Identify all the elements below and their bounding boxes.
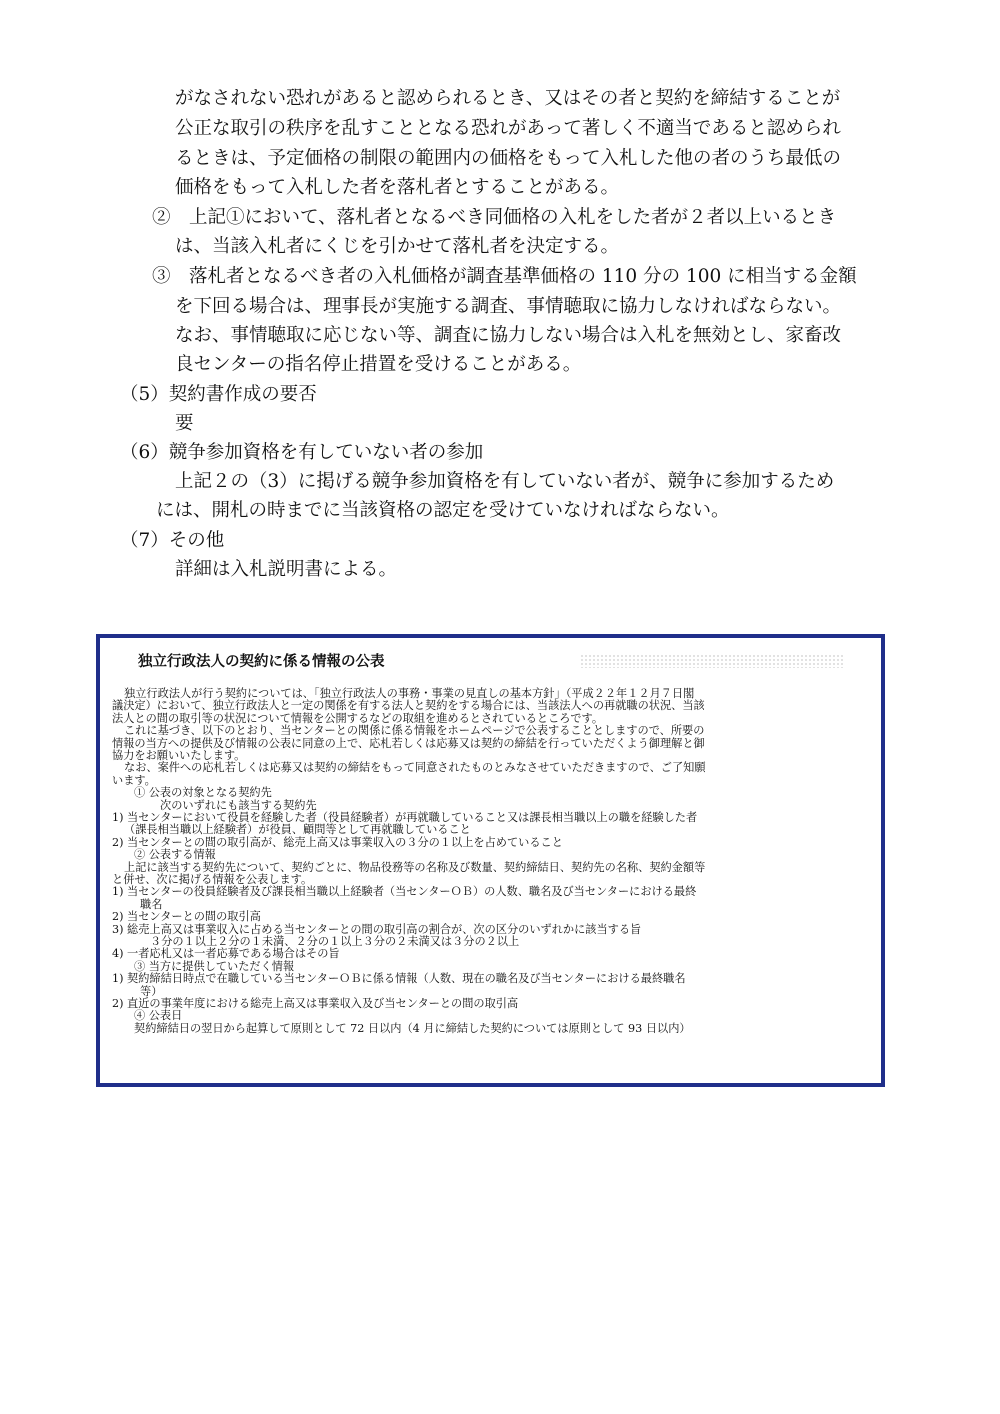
notice-line: 議決定）において、独立行政法人と一定の関係を有する法人と契約をする場合には、当該法人への再就職の状況、当該 [112,699,705,712]
notice-title: 独立行政法人の契約に係る情報の公表 [138,654,385,670]
notice-list-item: 1) 当センターの役員経験者及び課長相当職以上経験者（当センターＯＢ）の人数、職名及び当センターにおける最終 [112,885,697,898]
contract-info-notice-box [96,634,885,1087]
notice-line: 情報の当方への提供及び情報の公表に同意の上で、応札若しくは応募又は契約の締結を行っていただくよう御理解と御 [112,737,705,750]
clause-continuation-line-1: がなされない恐れがあると認められるとき、又はその者と契約を締結することが [175,88,841,109]
notice-line: これに基づき、以下のとおり、当センターとの関係に係る情報をホームページで公表することとしますので、所要の [124,724,705,737]
section-6-heading: （6）競争参加資格を有していない者の参加 [120,442,484,463]
notice-line: なお、案件への応札若しくは応募又は契約の締結をもって同意されたものとみなさせていただきますので、ご了知願 [124,761,706,774]
notice-subheading: ③ 当方に提供していただく情報 [134,960,295,973]
notice-list-item: 4) 一者応札又は一者応募である場合はその旨 [112,947,340,960]
notice-line: います。 [112,774,156,787]
item-2-line-1: ② 上記①において、落札者となるべき同価格の入札をした者が２者以上いるとき [152,207,837,228]
notice-line: 次のいずれにも該当する契約先 [160,799,317,812]
item-3-line-4: 良センターの指名停止措置を受けることがある。 [175,354,582,375]
notice-list-item: 3) 総売上高又は事業収入に占める当センターとの間の取引高の割合が、次の区分のいずれかに該当する旨 [112,923,642,936]
notice-line: 等） [140,985,163,998]
notice-subheading: ④ 公表日 [134,1009,183,1022]
section-7-heading: （7）その他 [120,530,225,551]
notice-line: 契約締結日の翌日から起算して原則として 72 日以内（4 月に締結した契約については原則として 93 日以内） [134,1022,691,1035]
item-3-line-2: を下回る場合は、理事長が実施する調査、事情聴取に協力しなければならない。 [175,296,842,317]
notice-line: 法人との間の取引等の状況について情報を公開するなどの取組を進めるとされているところです。 [112,712,604,725]
notice-line: （課長相当職以上経験者）が役員、顧問等として再就職していること [124,823,471,836]
notice-line: 職名 [140,898,163,911]
notice-list-item: 1) 当センターにおいて役員を経験した者（役員経験者）が再就職していること又は課長相当職以上の職を経験した者 [112,811,698,824]
section-7-value: 詳細は入札説明書による。 [175,559,398,580]
decorative-dot-band [580,654,845,668]
notice-list-item: 2) 当センターとの間の取引高 [112,910,261,923]
notice-line: ３分の１以上２分の１未満、２分の１以上３分の２未満又は３分の２以上 [150,935,520,948]
section-5-heading: （5）契約書作成の要否 [120,384,317,405]
notice-line: と併せ、次に掲げる情報を公表します。 [112,873,313,886]
notice-list-item: 2) 直近の事業年度における総売上高又は事業収入及び当センターとの間の取引高 [112,997,519,1010]
notice-list-item: 2) 当センターとの間の取引高が、総売上高又は事業収入の３分の１以上を占めていること [112,836,563,849]
item-3-line-3: なお、事情聴取に応じない等、調査に協力しない場合は入札を無効とし、家畜改 [175,325,842,346]
notice-subheading: ① 公表の対象となる契約先 [134,786,272,799]
item-2-line-2: は、当該入札者にくじを引かせて落札者を決定する。 [175,236,620,257]
item-3-line-1: ③ 落札者となるべき者の入札価格が調査基準価格の 110 分の 100 に相当する金額 [152,266,857,287]
notice-subheading: ② 公表する情報 [134,848,216,861]
notice-line: 上記に該当する契約先について、契約ごとに、物品役務等の名称及び数量、契約締結日、契約先の名称、契約金額等 [124,861,706,874]
section-5-value: 要 [175,413,194,434]
notice-list-item: 1) 契約締結日時点で在職している当センターＯＢに係る情報（人数、現在の職名及び当センターにおける最終職名 [112,972,686,985]
section-6-body-line-1: 上記２の（3）に掲げる競争参加資格を有していない者が、競争に参加するため [175,471,835,492]
section-6-body-line-2: には、開札の時までに当該資格の認定を受けていなければならない。 [156,500,730,521]
notice-line: 協力をお願いいたします。 [112,749,246,762]
clause-continuation-line-3: るときは、予定価格の制限の範囲内の価格をもって入札した他の者のうち最低の [175,148,842,169]
clause-continuation-line-4: 価格をもって入札した者を落札者とすることがある。 [175,177,620,198]
clause-continuation-line-2: 公正な取引の秩序を乱すこととなる恐れがあって著しく不適当であると認められ [175,118,841,139]
notice-line: 独立行政法人が行う契約については、「独立行政法人の事務・事業の見直しの基本方針」（平成２２年１２月７日閣 [124,687,695,700]
